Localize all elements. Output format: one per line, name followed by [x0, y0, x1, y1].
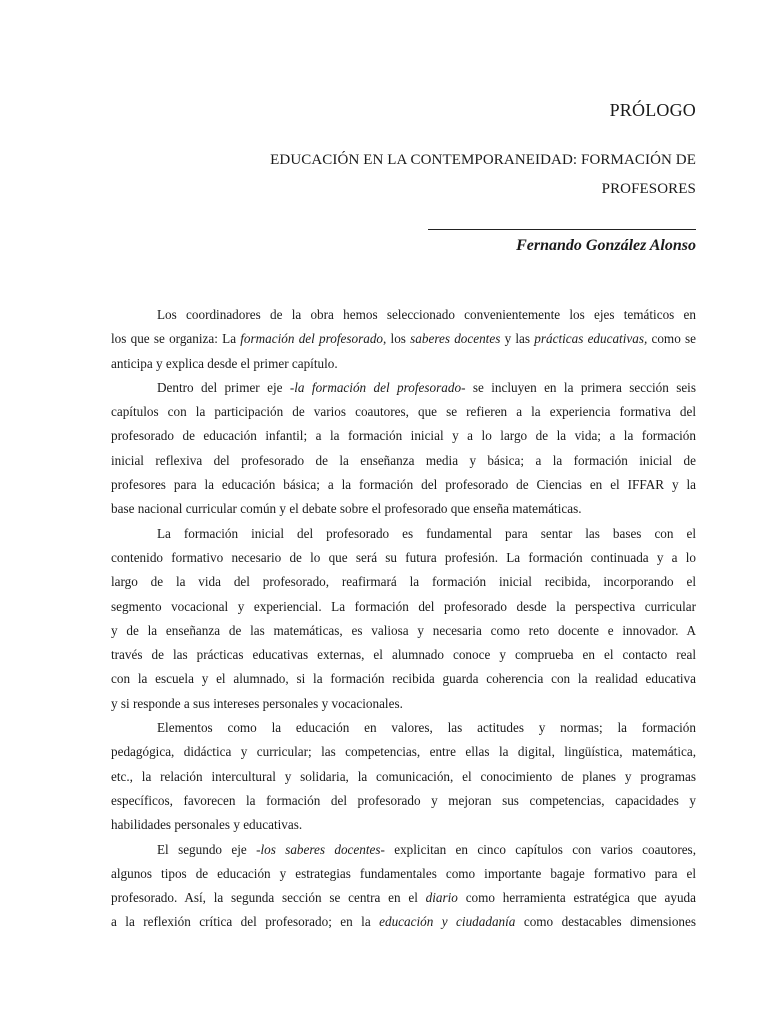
text-run: largo de la vida del profesorado, reafirmará la formación inicial recibida, incorporando el	[111, 574, 696, 590]
italic-text: prácticas educativas,	[534, 331, 648, 347]
paragraph	[111, 716, 696, 837]
text-run: profesorado. Así, la segunda sección se centra en el	[111, 890, 426, 906]
text-line	[111, 449, 696, 473]
text-run: específicos, favorecen la formación del profesorado y mejoran sus competencias, capacidades y	[111, 792, 696, 808]
text-run: Elementos como la educación en valores, las actitudes y normas; la formación	[157, 720, 696, 736]
text-line	[111, 473, 696, 497]
section-heading: PRÓLOGO	[609, 100, 696, 120]
text-line	[111, 886, 696, 910]
text-run: segmento vocacional y experiencial. La formación del profesorado desde la perspectiva curricular	[111, 598, 696, 614]
text-run: anticipa y explica desde el primer capítulo.	[111, 355, 338, 371]
text-run: capítulos con la participación de varios coautores, que se refieren a la experiencia formativa del	[111, 404, 696, 420]
text-line	[111, 862, 696, 886]
text-run: Dentro del primer eje -	[157, 379, 295, 395]
chapter-title-line-1: EDUCACIÓN EN LA CONTEMPORANEIDAD: FORMACIÓN DE	[270, 152, 696, 168]
text-run: El segundo eje -	[157, 841, 261, 857]
text-run: través de las prácticas educativas externas, el alumnado conoce y comprueba en el contacto real	[111, 647, 696, 663]
italic-text: formación del profesorado	[240, 331, 384, 347]
text-line	[111, 400, 696, 424]
text-run: algunos tipos de educación y estrategias fundamentales como importante bagaje formativo para el	[111, 865, 696, 881]
text-run: contenido formativo necesario de lo que será su futura profesión. La formación continuada y a lo	[111, 549, 696, 565]
text-run: como destacables dimensiones	[515, 914, 696, 930]
text-run: como se	[647, 331, 696, 347]
italic-text: educación y ciudadanía	[379, 914, 516, 930]
text-run: con la escuela y el alumnado, si la formación recibida guarda coherencia con la realidad educativa	[111, 671, 696, 687]
text-run: y de la enseñanza de las matemáticas, es valiosa y necesaria como reto docente e innovador. A	[111, 622, 696, 638]
text-line	[111, 838, 696, 862]
text-run: habilidades personales y educativas.	[111, 817, 303, 833]
text-run: y las	[500, 331, 535, 347]
italic-text: la formación del profesorado	[294, 379, 462, 395]
italic-text: los saberes docentes	[260, 841, 381, 857]
text-line	[111, 570, 696, 594]
text-line	[111, 740, 696, 764]
chapter-title-line-2: PROFESORES	[601, 181, 696, 197]
text-run: etc., la relación intercultural y solidaria, la comunicación, el conocimiento de planes y programas	[111, 768, 696, 784]
text-line	[111, 327, 696, 351]
italic-text: diario	[425, 890, 458, 906]
body-text	[111, 303, 696, 935]
paragraph	[111, 303, 696, 376]
text-run: como herramienta estratégica que ayuda	[457, 890, 696, 906]
text-line	[111, 595, 696, 619]
text-line	[111, 522, 696, 546]
text-run: inicial reflexiva del profesorado de la enseñanza media y básica; a la formación inicial de	[111, 452, 696, 468]
text-line	[111, 424, 696, 448]
text-line	[111, 910, 696, 934]
text-run: profesorado de educación infantil; a la formación inicial y a lo largo de la vida; a la formación	[111, 428, 696, 444]
text-line	[111, 692, 696, 716]
author-name: Fernando González Alonso	[516, 237, 696, 254]
text-line	[111, 716, 696, 740]
text-run: base nacional curricular común y el debate sobre el profesorado que enseña matemáticas.	[111, 501, 582, 517]
text-run: a la reflexión crítica del profesorado; en la	[111, 914, 380, 930]
text-line	[111, 352, 696, 376]
text-line	[111, 667, 696, 691]
text-run: - se incluyen en la primera sección seis	[461, 379, 696, 395]
text-line	[111, 619, 696, 643]
text-run: , los	[383, 331, 411, 347]
text-line	[111, 765, 696, 789]
paragraph	[111, 838, 696, 935]
text-line	[111, 546, 696, 570]
author-rule	[428, 229, 696, 230]
text-line	[111, 376, 696, 400]
text-run: Los coordinadores de la obra hemos seleccionado convenientemente los ejes temáticos en	[157, 307, 696, 322]
paragraph	[111, 522, 696, 716]
text-run: profesores para la educación básica; a la formación del profesorado de Ciencias en el IFFAR y la	[111, 477, 696, 493]
text-line	[111, 813, 696, 837]
text-run: y si responde a sus intereses personales y vocacionales.	[111, 695, 403, 711]
text-run: pedagógica, didáctica y curricular; las competencias, entre ellas la digital, lingüística, matemática,	[111, 744, 696, 760]
text-line	[111, 789, 696, 813]
paragraph	[111, 376, 696, 522]
italic-text: saberes docentes	[410, 331, 501, 347]
text-run: - explicitan en cinco capítulos con varios coautores,	[380, 841, 696, 857]
text-run: los que se organiza: La	[111, 331, 241, 347]
text-line	[111, 643, 696, 667]
text-run: La formación inicial del profesorado es fundamental para sentar las bases con el	[157, 525, 696, 541]
text-line	[111, 497, 696, 521]
text-line	[111, 303, 696, 327]
